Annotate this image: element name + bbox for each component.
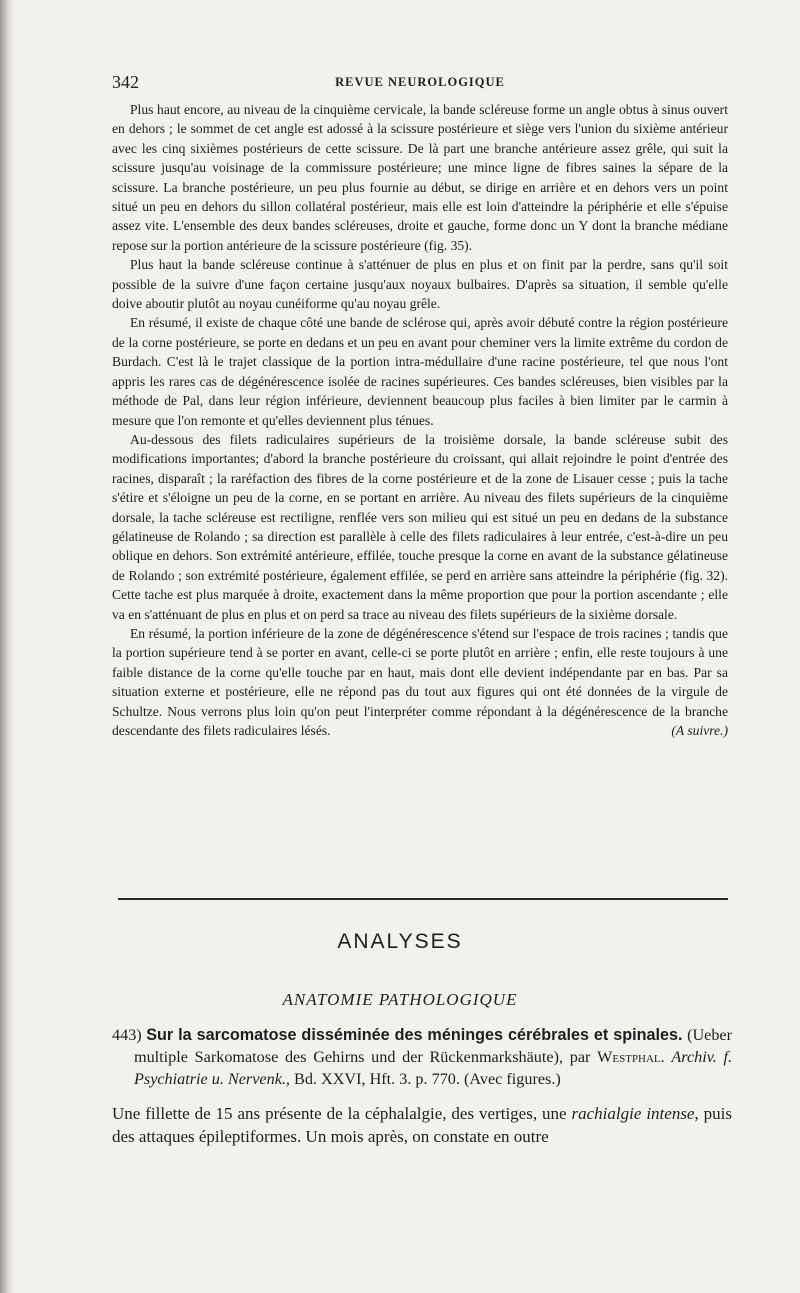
scan-page-edge: [0, 0, 14, 1293]
entry-citation: Bd. XXVI, Hft. 3. p. 770. (Avec figures.): [294, 1070, 561, 1088]
paragraph-text: En résumé, la portion inférieure de la zone de dégénérescence s'étend sur l'espace de trois racines ; tandis que la portion supérieure tend à se porter en avant, celle-ci se porte plutôt en arrière ; enfin, elle reste toujours à une faible distance de la corne qu'elle touche par en haut, mais dont elle devient indépendante par en bas. Par sa situation externe et postérieure, elle ne répond pas du tout aux figures qui ont été données de la virgule de Schultze. Nous verrons plus loin qu'on peut l'interpréter comme répondant à la dégénérescence de la branche descendante des filets radiculaires lésés.: [112, 625, 728, 738]
paragraph: Plus haut la bande scléreuse continue à s'atténuer de plus en plus et on finit par la perdre, sans qu'il soit possible de la suivre d'une façon certaine jusqu'aux noyaux bulbaires. D'après sa situation, il semble qu'elle doive aboutir plutôt au noyau cunéiforme qu'au noyau grêle.: [112, 257, 728, 312]
analysis-entry: [112, 1024, 732, 1148]
paragraph: Plus haut encore, au niveau de la cinquième cervicale, la bande scléreuse forme un angle obtus à sinus ouvert en dehors ; le sommet de cet angle est adossé à la scissure postérieure et siège vers l'union du sixième antérieur avec les cinq sixièmes postérieurs de cette scissure. De là part une branche antérieure assez grêle, qui suit la scissure jusqu'au voisinage de la commissure postérieure; une mince ligne de fibres saines la sépare de la scissure. La branche postérieure, un peu plus fournie au début, se dirige en arrière et en dehors vers un point situé un peu en dehors du sillon collatéral postérieur, mais elle est loin d'atteindre la périphérie et elle s'épuise assez vite. L'ensemble des deux bandes scléreuses, droite et gauche, forme donc un Y dont la branche médiane repose sur la portion antérieure de la scissure postérieure (fig. 35).: [112, 102, 728, 253]
entry-number: 443): [112, 1026, 142, 1044]
abstract-text-end: , puis des attaques épileptiformes. Un mois après, on constate en outre: [112, 1104, 733, 1146]
paragraph-last: [112, 624, 728, 740]
paragraph: En résumé, il existe de chaque côté une bande de sclérose qui, après avoir débuté contre la région postérieure de la corne postérieure, se porte en dedans et un peu en avant pour cheminer vers la limite extrême du cordon de Burdach. C'est là le trajet classique de la portion intra-médullaire d'une racine postérieure, tel que nous l'ont appris les rares cas de dégénérescence isolée de racines supérieures. Ces bandes scléreuses, bien visibles par la méthode de Pal, dans leur région inférieure, deviennent beaucoup plus faciles à bien limiter par le carmin à mesure que l'on remonte et qu'elles deviennent plus ténues.: [112, 315, 728, 428]
continuation-note: (A suivre.): [671, 723, 728, 738]
entry-abstract: [112, 1102, 732, 1148]
section-divider: [118, 898, 728, 900]
entry-journal: Archiv. f. Psychiatrie u. Nervenk.,: [134, 1048, 733, 1088]
paragraph: Au-dessous des filets radiculaires supérieurs de la troisième dorsale, la bande scléreuse subit des modifications importantes; d'abord la branche postérieure du croissant, qui allait rejoindre le point d'entrée des racines, disparaît ; la raréfaction des fibres de la corne postérieure et de la zone de Lisauer cesse ; puis la tache s'étire et s'éloigne un peu de la corne, en se portant en arrière. Au niveau des filets supérieurs de la cinquième dorsale, la tache scléreuse est rectiligne, renflée vers son milieu qui est situé un peu en dedans de la substance gélatineuse de Rolando ; sa direction est parallèle à celle des filets radiculaires à leur entrée, c'est-à-dire un peu oblique en dehors. Son extrémité antérieure, effilée, touche presque la corne en avant de la substance gélatineuse de Rolando ; son extrémité postérieure, également effilée, se perd en arrière sans atteindre la périphérie (fig. 32). Cette tache est plus marquée à droite, exactement dans la même proportion que pour la portion ascendante ; elle va en s'atténuant de plus en plus et on perd sa trace au niveau des filets supérieurs de la sixième dorsale.: [112, 431, 728, 622]
entry-original-title: (Ueber multiple Sarkomatose des Gehirns und der Rückenmarkshäute),: [134, 1026, 732, 1066]
entry-author-prefix: par: [569, 1048, 591, 1066]
entry-title: Sur la sarcomatose disséminée des méninges cérébrales et spinales.: [146, 1026, 683, 1044]
subsection-title: ANATOMIE PATHOLOGIQUE: [282, 990, 518, 1009]
running-title: REVUE NEUROLOGIQUE: [335, 75, 505, 89]
page-header: [112, 70, 728, 94]
entry-author: Westphal.: [597, 1048, 665, 1066]
abstract-italic: rachialgie intense: [571, 1104, 695, 1123]
section-title: ANALYSES: [337, 930, 463, 953]
entry-heading: [112, 1024, 732, 1090]
page-number: 342: [112, 72, 139, 92]
abstract-text: Une fillette de 15 ans présente de la céphalalgie, des vertiges, une: [112, 1104, 567, 1123]
article-body: [112, 100, 728, 740]
